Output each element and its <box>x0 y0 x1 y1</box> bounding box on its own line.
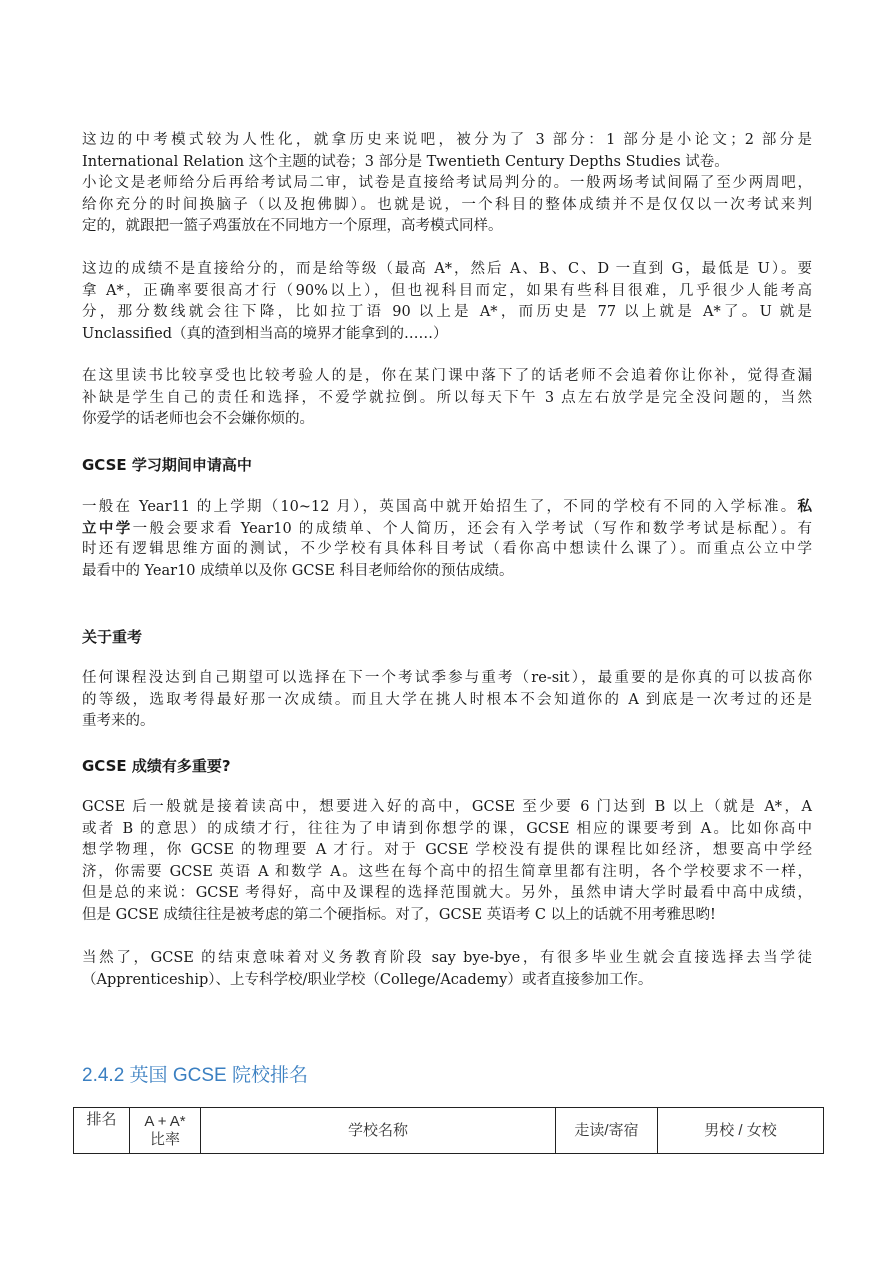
text-line <box>82 862 812 884</box>
text-line <box>82 690 812 712</box>
line-text: 想学物理，你 GCSE 的物理要 A 才行。对于 GCSE 学校没有提供的课程比如经济，想要高中学经 <box>82 842 812 859</box>
paragraph <box>82 130 812 173</box>
line-text: 你爱学的话老师也会不会嫌你烦的。 <box>82 411 314 428</box>
section-title: 2.4.2 英国 GCSE 院校排名 <box>82 1065 308 1086</box>
line-text: 在这里读书比较享受也比较考验人的是，你在某门课中落下了的话老师不会追着你让你补，觉得查漏 <box>82 368 812 384</box>
line-text: 但是 GCSE 成绩往往是被考虑的第二个硬指标。对了，GCSE 英语考 C 以上的话就不用考雅思哟! <box>82 906 716 923</box>
line-text: 补缺是学生自己的责任和选择，不爱学就拉倒。所以每天下午 3 点左右放学是完全没问题的，当然 <box>82 389 812 406</box>
paragraph <box>82 366 812 431</box>
text-line <box>82 797 812 819</box>
heading-resit: 关于重考 <box>82 628 143 646</box>
line-text: 任何课程没达到自己期望可以选择在下一个考试季参与重考（re-sit），最重要的是你真的可以拔高你 <box>82 670 812 686</box>
line-text: 一般会要求看 Year10 的成绩单、个人简历，还会有入学考试（写作和数学考试是标配）。有 <box>132 520 812 537</box>
text-line <box>82 970 812 992</box>
text-line <box>82 819 812 841</box>
line-text: （Apprenticeship）、上专科学校/职业学校（College/Academy）或者直接参加工作。 <box>82 971 653 988</box>
bold-text: 私 <box>797 498 812 515</box>
heading-apply-high-school: GCSE 学习期间申请高中 <box>82 456 252 474</box>
text-line <box>82 561 812 583</box>
line-text: Unclassified（真的渣到相当高的境界才能拿到的……） <box>82 325 448 342</box>
text-line <box>82 173 812 195</box>
line-text: 时还有逻辑思维方面的测试，不少学校有具体科目考试（看你高中想读什么课了）。而重点公立中学 <box>82 541 812 558</box>
line-text: 当然了，GCSE 的结束意味着对义务教育阶段 say bye-bye，有很多毕业生就会直接选择去当学徒 <box>82 950 812 966</box>
text-line <box>82 195 812 217</box>
text-line <box>82 152 812 174</box>
header-day-boarding: 走读/寄宿 <box>556 1108 658 1154</box>
bold-text: 立中学 <box>82 519 133 537</box>
text-line <box>82 496 812 518</box>
text-line <box>82 711 812 733</box>
table-header-row <box>74 1108 824 1154</box>
text-line <box>82 883 812 905</box>
header-a-astar-rate <box>130 1108 201 1154</box>
line-text: 的等级，选取考得最好那一次成绩。而且大学在挑人时根本不会知道你的 A 到底是一次考过的还是 <box>82 691 812 708</box>
header-rate: 比率 <box>149 1130 180 1148</box>
line-text: 小论文是老师给分后再给考试局二审，试卷是直接给考试局判分的。一般两场考试间隔了至少两周吧， <box>82 175 812 191</box>
header-boys-girls: 男校 / 女校 <box>658 1108 824 1154</box>
paragraph <box>82 496 812 582</box>
text-line <box>82 324 812 346</box>
line-text: 一般在 Year11 的上学期（10~12 月），英国高中就开始招生了，不同的学校有不同的入学标准。 <box>82 499 798 515</box>
text-line <box>82 302 812 324</box>
line-text: 重考来的。 <box>82 713 155 730</box>
paragraph <box>82 173 812 238</box>
line-text: 济，你需要 GCSE 英语 A 和数学 A。这些在每个高中的招生简章里都有注明，各个学校要求不一样， <box>82 863 812 880</box>
paragraph <box>82 797 812 927</box>
text-line <box>82 840 812 862</box>
text-line <box>82 130 812 152</box>
paragraph <box>82 668 812 733</box>
line-text: 拿 A*，正确率要很高才行（90%以上），但也视科目而定，如果有些科目很难，几乎很少人能考高 <box>82 282 812 299</box>
heading-gcse-importance: GCSE 成绩有多重要? <box>82 757 231 775</box>
line-text: 或者 B 的意思）的成绩才行，往往为了申请到你想学的课，GCSE 相应的课要考到 A。比如你高中 <box>82 820 812 837</box>
line-text: 给你充分的时间换脑子（以及抱佛脚）。也就是说，一个科目的整体成绩并不是仅仅以一次考试来判 <box>82 196 812 213</box>
line-text: 这边的中考模式较为人性化，就拿历史来说吧，被分为了 3 部分：1 部分是小论文；2 部分是 <box>82 132 812 148</box>
line-text: 定的，就跟把一篮子鸡蛋放在不同地方一个原理，高考模式同样。 <box>82 218 503 235</box>
line-text: 这边的成绩不是直接给分的，而是给等级（最高 A*，然后 A、B、C、D 一直到 G，最低是 U）。要 <box>82 261 812 277</box>
header-school-name: 学校名称 <box>201 1108 556 1154</box>
paragraph <box>82 259 812 345</box>
text-line <box>82 259 812 281</box>
text-line <box>82 388 812 410</box>
line-text: 分，那分数线就会往下降，比如拉丁语 90 以上是 A*，而历史是 77 以上就是 A*了。U 就是 <box>82 304 812 321</box>
text-line <box>82 216 812 238</box>
school-ranking-table <box>73 1107 824 1154</box>
text-line <box>82 281 812 303</box>
paragraph <box>82 948 812 991</box>
text-line <box>82 409 812 431</box>
text-line <box>82 948 812 970</box>
line-text: 最看中的 Year10 成绩单以及你 GCSE 科目老师给你的预估成绩。 <box>82 562 514 579</box>
line-text: 但是总的来说：GCSE 考得好，高中及课程的选择范围就大。另外，虽然申请大学时最看中高中成绩， <box>82 885 812 902</box>
text-line <box>82 668 812 690</box>
header-rank: 排名 <box>74 1108 130 1154</box>
text-line <box>82 366 812 388</box>
header-a-astar: A + A* <box>144 1112 186 1130</box>
line-text: GCSE 后一般就是接着读高中，想要进入好的高中，GCSE 至少要 6 门达到 B 以上（就是 A*，A <box>82 799 812 815</box>
line-text: International Relation 这个主题的试卷；3 部分是 Twentieth Century Depths Studies 试卷。 <box>82 153 729 170</box>
text-line <box>82 539 812 561</box>
text-line <box>82 905 812 927</box>
text-line <box>82 518 812 540</box>
